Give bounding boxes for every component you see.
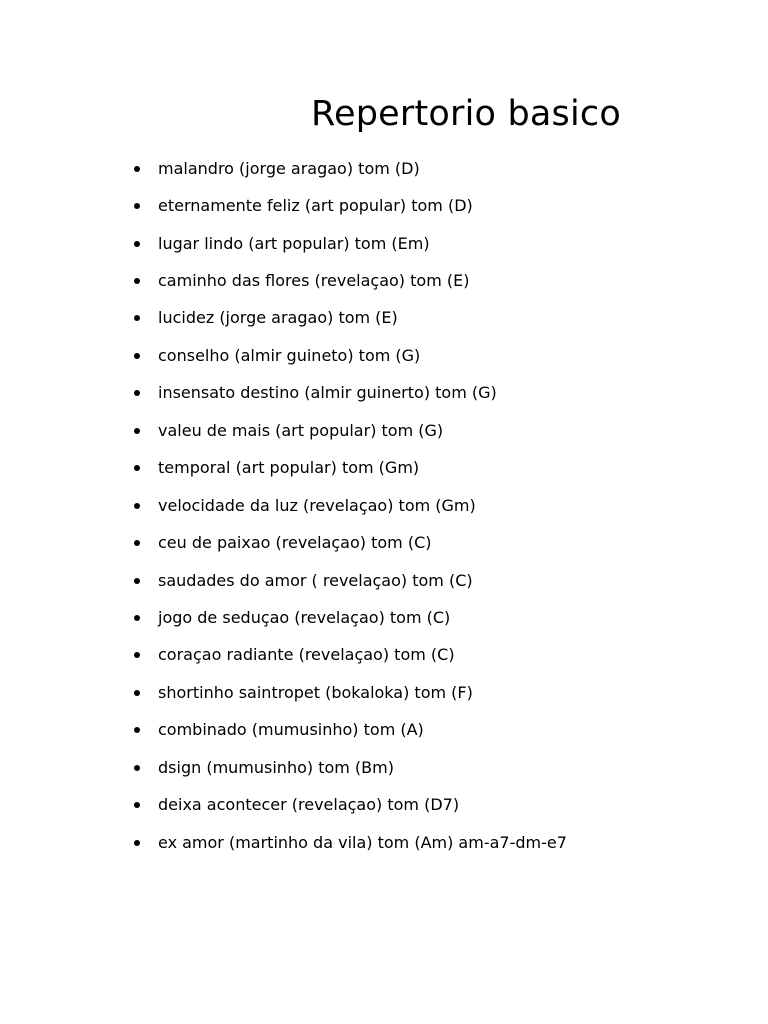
- list-item: [131, 337, 567, 374]
- bullet-icon: [134, 465, 140, 471]
- song-title: velocidade da luz (revelaçao) tom (Gm): [158, 495, 476, 515]
- list-item: [131, 599, 567, 636]
- bullet-icon: [134, 503, 140, 509]
- bullet-icon: [134, 690, 140, 696]
- song-title: deixa acontecer (revelaçao) tom (D7): [158, 795, 460, 815]
- bullet-icon: [134, 615, 140, 621]
- song-title: ceu de paixao (revelaçao) tom (C): [158, 533, 432, 553]
- list-item: [131, 187, 567, 224]
- document-title: Repertorio basico: [311, 94, 621, 134]
- bullet-icon: [134, 353, 140, 359]
- list-item: [131, 262, 567, 299]
- song-title: conselho (almir guineto) tom (G): [158, 345, 421, 365]
- list-item: [131, 637, 567, 674]
- list-item: [131, 674, 567, 711]
- song-title: dsign (mumusinho) tom (Bm): [158, 757, 394, 777]
- bullet-icon: [134, 315, 140, 321]
- song-title: lugar lindo (art popular) tom (Em): [158, 233, 430, 253]
- list-item: [131, 712, 567, 749]
- bullet-icon: [134, 203, 140, 209]
- song-title: combinado (mumusinho) tom (A): [158, 720, 424, 740]
- song-title: insensato destino (almir guinerto) tom (G): [158, 383, 497, 403]
- song-title: caminho das flores (revelaçao) tom (E): [158, 271, 470, 291]
- song-title: saudades do amor ( revelaçao) tom (C): [158, 570, 473, 590]
- list-item: [131, 225, 567, 262]
- list-item: [131, 524, 567, 561]
- list-item: [131, 824, 567, 861]
- song-title: temporal (art popular) tom (Gm): [158, 458, 420, 478]
- song-title: valeu de mais (art popular) tom (G): [158, 420, 444, 440]
- bullet-icon: [134, 765, 140, 771]
- list-item: [131, 487, 567, 524]
- song-title: lucidez (jorge aragao) tom (E): [158, 308, 398, 328]
- song-title: eternamente feliz (art popular) tom (D): [158, 196, 473, 216]
- list-item: [131, 450, 567, 487]
- bullet-icon: [134, 727, 140, 733]
- bullet-icon: [134, 241, 140, 247]
- song-title: malandro (jorge aragao) tom (D): [158, 158, 420, 178]
- bullet-icon: [134, 802, 140, 808]
- song-title: coraçao radiante (revelaçao) tom (C): [158, 645, 455, 665]
- list-item: [131, 150, 567, 187]
- bullet-icon: [134, 540, 140, 546]
- bullet-icon: [134, 428, 140, 434]
- list-item: [131, 749, 567, 786]
- song-title: jogo de seduçao (revelaçao) tom (C): [158, 607, 451, 627]
- bullet-icon: [134, 166, 140, 172]
- list-item: [131, 562, 567, 599]
- bullet-icon: [134, 840, 140, 846]
- list-item: [131, 412, 567, 449]
- song-title: shortinho saintropet (bokaloka) tom (F): [158, 682, 473, 702]
- bullet-icon: [134, 652, 140, 658]
- list-item: [131, 300, 567, 337]
- song-title: ex amor (martinho da vila) tom (Am) am-a7-dm-e7: [158, 832, 567, 852]
- song-list: [131, 150, 567, 861]
- bullet-icon: [134, 278, 140, 284]
- list-item: [131, 786, 567, 823]
- list-item: [131, 375, 567, 412]
- bullet-icon: [134, 578, 140, 584]
- bullet-icon: [134, 390, 140, 396]
